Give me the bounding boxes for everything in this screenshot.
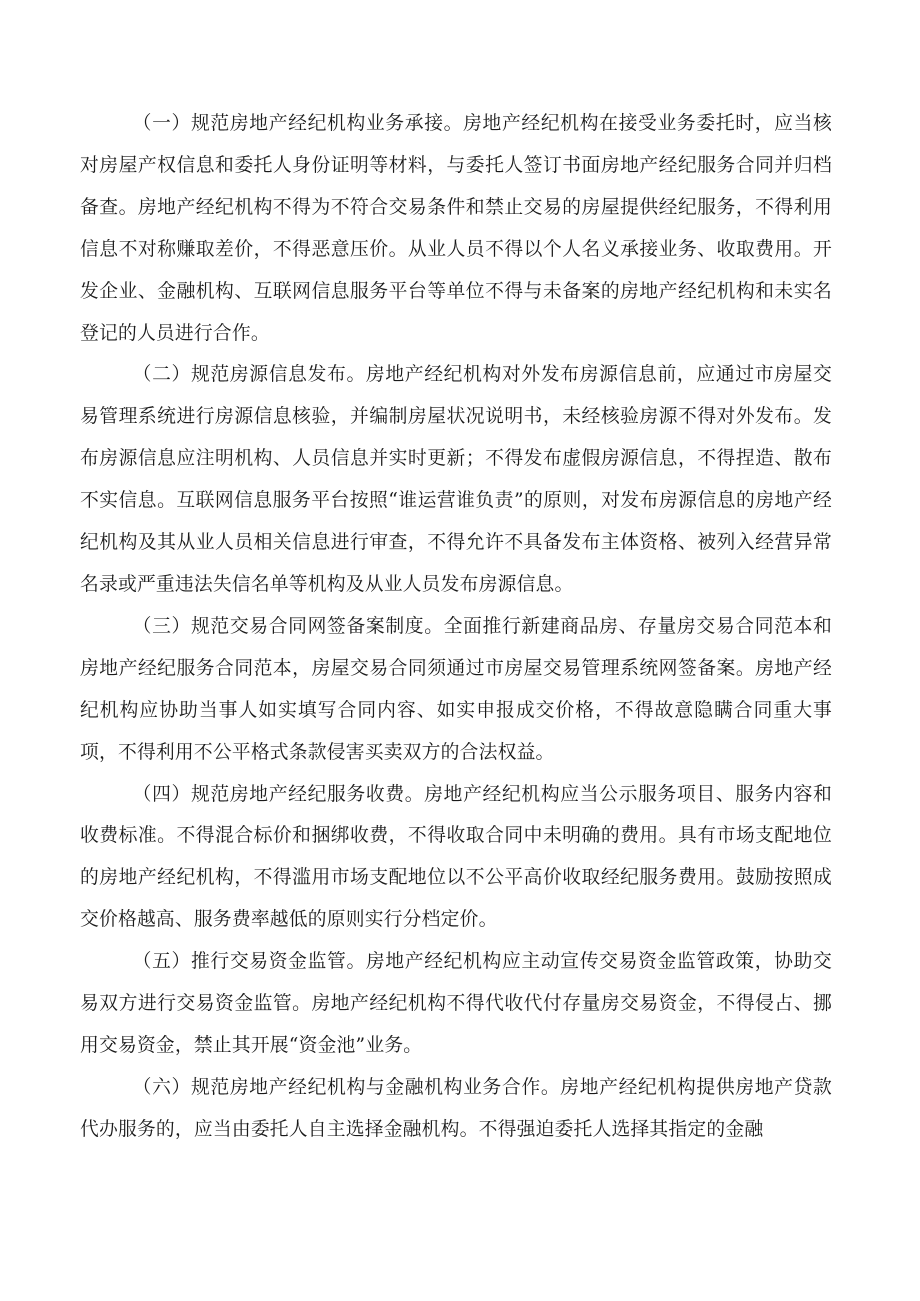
paragraph-4: （四）规范房地产经纪服务收费。房地产经纪机构应当公示服务项目、服务内容和收费标准。不得混合标价和捆绑收费，不得收取合同中未明确的费用。具有市场支配地位的房地产经纪机构，不得滥用市场支配地位以不公平高价收取经纪服务费用。鼓励按照成交价格越高、服务费率越低的原则实行分档定价。 (80, 783, 832, 931)
document-body (80, 103, 832, 1151)
paragraph-5: （五）推行交易资金监管。房地产经纪机构应主动宣传交易资金监管政策，协助交易双方进行交易资金监管。房地产经纪机构不得代收代付存量房交易资金，不得侵占、挪用交易资金，禁止其开展“资金池”业务。 (80, 951, 832, 1056)
paragraph-1: （一）规范房地产经纪机构业务承接。房地产经纪机构在接受业务委托时，应当核对房屋产权信息和委托人身份证明等材料，与委托人签订书面房地产经纪服务合同并归档备查。房地产经纪机构不得为不符合交易条件和禁止交易的房屋提供经纪服务，不得利用信息不对称赚取差价，不得恶意压价。从业人员不得以个人名义承接业务、收取费用。开发企业、金融机构、互联网信息服务平台等单位不得与未备案的房地产经纪机构和未实名登记的人员进行合作。 (80, 113, 832, 344)
paragraph-2: （二）规范房源信息发布。房地产经纪机构对外发布房源信息前，应通过市房屋交易管理系统进行房源信息核验，并编制房屋状况说明书，未经核验房源不得对外发布。发布房源信息应注明机构、人员信息并实时更新；不得发布虚假房源信息，不得捏造、散布不实信息。互联网信息服务平台按照“谁运营谁负责”的原则，对发布房源信息的房地产经纪机构及其从业人员相关信息进行审查，不得允许不具备发布主体资格、被列入经营异常名录或严重违法失信名单等机构及从业人员发布房源信息。 (80, 364, 832, 595)
paragraph-6: （六）规范房地产经纪机构与金融机构业务合作。房地产经纪机构提供房地产贷款代办服务的，应当由委托人自主选择金融机构。不得强迫委托人选择其指定的金融 (80, 1076, 832, 1140)
paragraph-3: （三）规范交易合同网签备案制度。全面推行新建商品房、存量房交易合同范本和房地产经纪服务合同范本，房屋交易合同须通过市房屋交易管理系统网签备案。房地产经纪机构应协助当事人如实填写合同内容、如实申报成交价格，不得故意隐瞒合同重大事项，不得利用不公平格式条款侵害买卖双方的合法权益。 (80, 615, 832, 763)
